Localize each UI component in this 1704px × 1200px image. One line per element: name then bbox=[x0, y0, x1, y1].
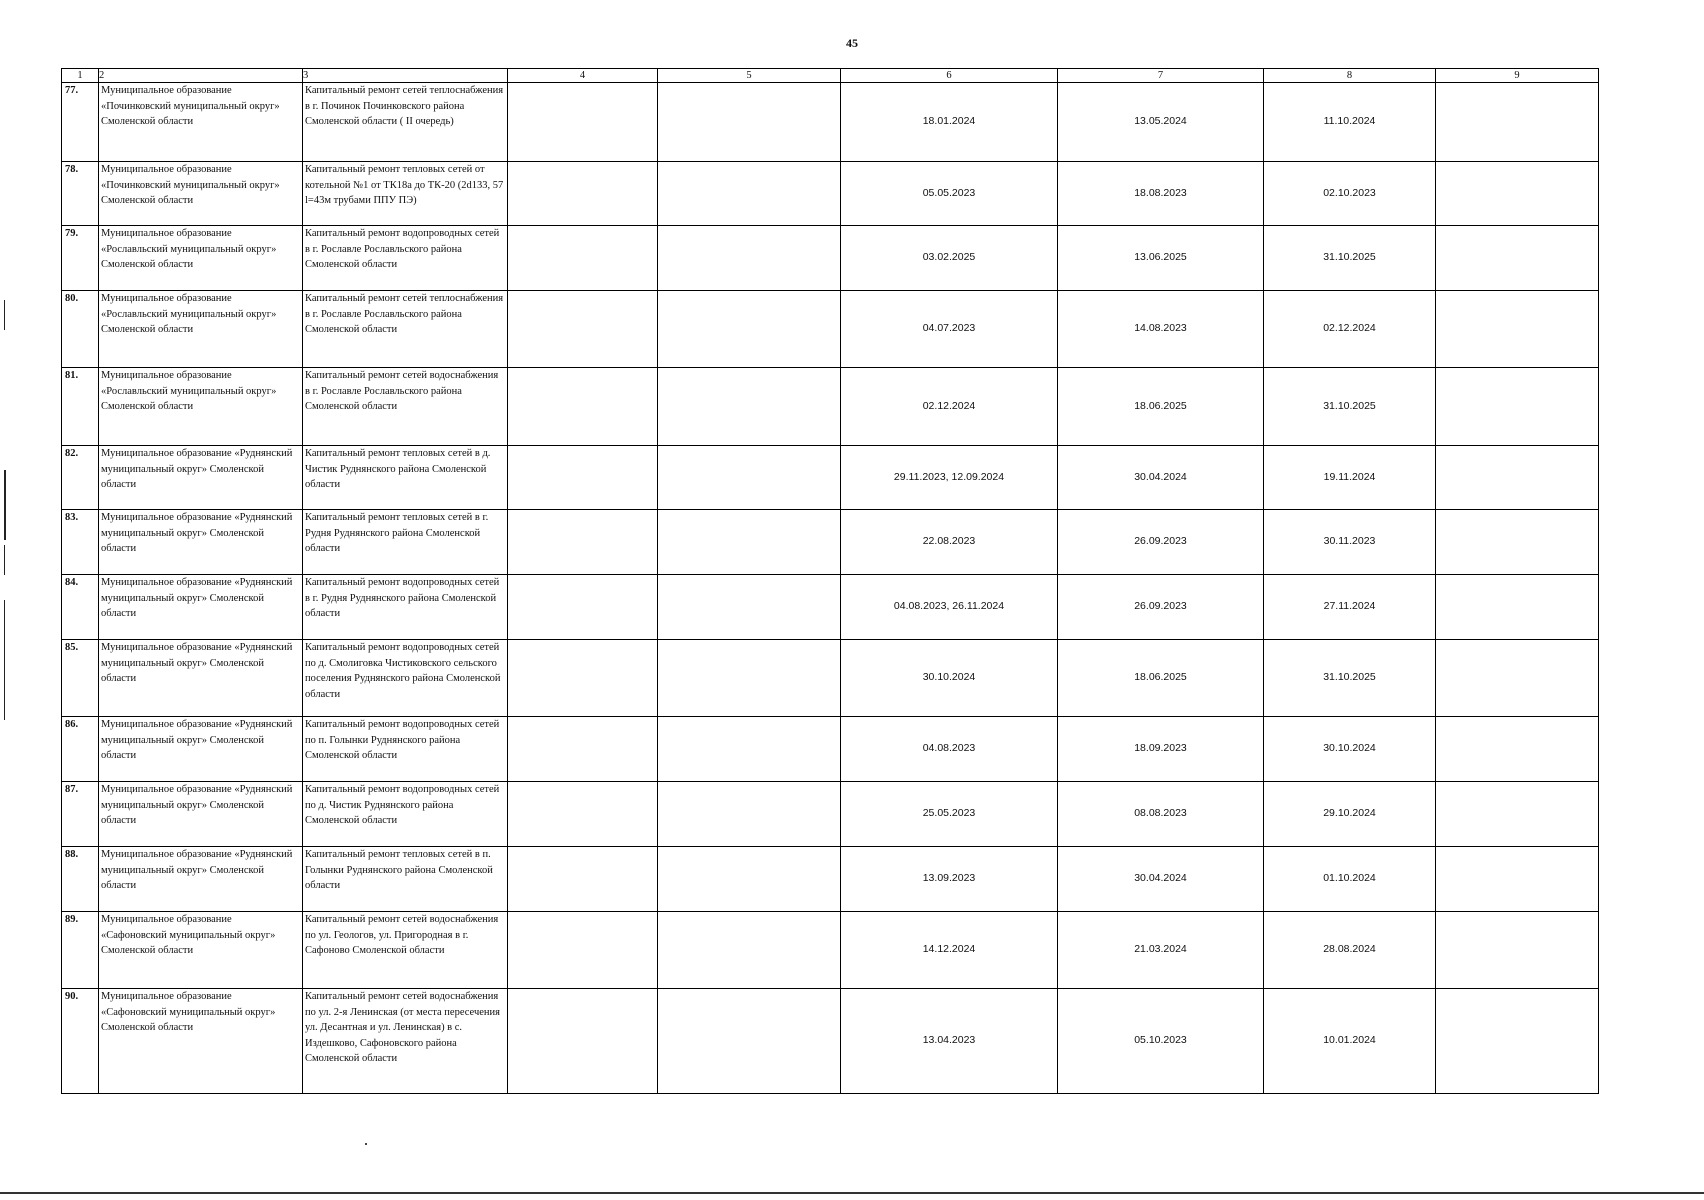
column-4-cell bbox=[508, 291, 658, 368]
row-number: 87. bbox=[62, 782, 99, 847]
table-row bbox=[62, 989, 1599, 1094]
table-row bbox=[62, 510, 1599, 575]
work-description-cell: Капитальный ремонт сетей теплоснабжения в г. Починок Починковского района Смоленской области ( II очередь) bbox=[303, 83, 508, 162]
column-9-cell bbox=[1436, 226, 1599, 291]
date-col8-cell: 01.10.2024 bbox=[1264, 847, 1436, 912]
column-5-cell bbox=[658, 575, 841, 640]
date-col8-cell: 19.11.2024 bbox=[1264, 446, 1436, 510]
column-5-cell bbox=[658, 912, 841, 989]
column-9-cell bbox=[1436, 989, 1599, 1094]
column-5-cell bbox=[658, 446, 841, 510]
column-9-cell bbox=[1436, 575, 1599, 640]
date-col7-cell: 13.05.2024 bbox=[1058, 83, 1264, 162]
column-5-cell bbox=[658, 162, 841, 226]
date-col6-cell: 30.10.2024 bbox=[841, 640, 1058, 717]
date-col7-cell: 08.08.2023 bbox=[1058, 782, 1264, 847]
table-row bbox=[62, 291, 1599, 368]
date-col6-cell: 02.12.2024 bbox=[841, 368, 1058, 446]
table-row bbox=[62, 912, 1599, 989]
column-5-cell bbox=[658, 782, 841, 847]
date-col8-cell: 30.10.2024 bbox=[1264, 717, 1436, 782]
column-header: 4 bbox=[508, 69, 658, 83]
column-4-cell bbox=[508, 83, 658, 162]
bottom-rule bbox=[0, 1192, 1704, 1194]
municipality-cell: Муниципальное образование «Рославльский муниципальный округ» Смоленской области bbox=[99, 226, 303, 291]
column-9-cell bbox=[1436, 291, 1599, 368]
date-col6-cell: 13.04.2023 bbox=[841, 989, 1058, 1094]
work-description-cell: Капитальный ремонт водопроводных сетей по д. Смолиговка Чистиковского сельского поселения Руднянского района Смоленской области bbox=[303, 640, 508, 717]
date-col7-cell: 13.06.2025 bbox=[1058, 226, 1264, 291]
municipality-cell: Муниципальное образование «Руднянский муниципальный округ» Смоленской области bbox=[99, 575, 303, 640]
date-col8-cell: 10.01.2024 bbox=[1264, 989, 1436, 1094]
date-col6-cell: 22.08.2023 bbox=[841, 510, 1058, 575]
column-header: 2 bbox=[99, 69, 303, 83]
scan-margin-mark bbox=[4, 470, 6, 540]
row-number: 86. bbox=[62, 717, 99, 782]
column-9-cell bbox=[1436, 847, 1599, 912]
column-9-cell bbox=[1436, 446, 1599, 510]
column-4-cell bbox=[508, 989, 658, 1094]
municipality-cell: Муниципальное образование «Починковский муниципальный округ» Смоленской области bbox=[99, 162, 303, 226]
municipality-cell: Муниципальное образование «Руднянский муниципальный округ» Смоленской области bbox=[99, 510, 303, 575]
column-9-cell bbox=[1436, 640, 1599, 717]
column-9-cell bbox=[1436, 162, 1599, 226]
column-4-cell bbox=[508, 782, 658, 847]
municipality-cell: Муниципальное образование «Сафоновский муниципальный округ» Смоленской области bbox=[99, 989, 303, 1094]
table-row bbox=[62, 782, 1599, 847]
municipality-cell: Муниципальное образование «Руднянский муниципальный округ» Смоленской области bbox=[99, 847, 303, 912]
row-number: 80. bbox=[62, 291, 99, 368]
work-description-cell: Капитальный ремонт тепловых сетей от котельной №1 от ТК18а до ТК-20 (2d133, 57 l=43м трубами ППУ ПЭ) bbox=[303, 162, 508, 226]
row-number: 81. bbox=[62, 368, 99, 446]
scan-margin-mark bbox=[4, 545, 5, 575]
column-4-cell bbox=[508, 368, 658, 446]
column-5-cell bbox=[658, 989, 841, 1094]
date-col7-cell: 18.09.2023 bbox=[1058, 717, 1264, 782]
date-col6-cell: 03.02.2025 bbox=[841, 226, 1058, 291]
date-col6-cell: 04.08.2023, 26.11.2024 bbox=[841, 575, 1058, 640]
table-row bbox=[62, 368, 1599, 446]
municipality-cell: Муниципальное образование «Починковский муниципальный округ» Смоленской области bbox=[99, 83, 303, 162]
table-row bbox=[62, 847, 1599, 912]
date-col6-cell: 04.08.2023 bbox=[841, 717, 1058, 782]
work-description-cell: Капитальный ремонт водопроводных сетей в г. Рудня Руднянского района Смоленской области bbox=[303, 575, 508, 640]
date-col8-cell: 30.11.2023 bbox=[1264, 510, 1436, 575]
column-9-cell bbox=[1436, 912, 1599, 989]
column-header: 1 bbox=[62, 69, 99, 83]
page-number: 45 bbox=[846, 36, 858, 50]
date-col8-cell: 29.10.2024 bbox=[1264, 782, 1436, 847]
table-row bbox=[62, 575, 1599, 640]
date-col7-cell: 18.06.2025 bbox=[1058, 368, 1264, 446]
scan-margin-mark bbox=[4, 300, 5, 330]
date-col7-cell: 05.10.2023 bbox=[1058, 989, 1264, 1094]
column-5-cell bbox=[658, 226, 841, 291]
date-col7-cell: 30.04.2024 bbox=[1058, 847, 1264, 912]
row-number: 88. bbox=[62, 847, 99, 912]
date-col7-cell: 14.08.2023 bbox=[1058, 291, 1264, 368]
column-5-cell bbox=[658, 510, 841, 575]
date-col8-cell: 31.10.2025 bbox=[1264, 226, 1436, 291]
column-9-cell bbox=[1436, 368, 1599, 446]
row-number: 77. bbox=[62, 83, 99, 162]
date-col6-cell: 25.05.2023 bbox=[841, 782, 1058, 847]
date-col8-cell: 02.12.2024 bbox=[1264, 291, 1436, 368]
row-number: 83. bbox=[62, 510, 99, 575]
municipality-cell: Муниципальное образование «Руднянский муниципальный округ» Смоленской области bbox=[99, 446, 303, 510]
municipality-cell: Муниципальное образование «Сафоновский муниципальный округ» Смоленской области bbox=[99, 912, 303, 989]
column-4-cell bbox=[508, 640, 658, 717]
work-description-cell: Капитальный ремонт сетей теплоснабжения в г. Рославле Рославльского района Смоленской области bbox=[303, 291, 508, 368]
row-number: 89. bbox=[62, 912, 99, 989]
column-4-cell bbox=[508, 162, 658, 226]
column-4-cell bbox=[508, 226, 658, 291]
date-col8-cell: 31.10.2025 bbox=[1264, 640, 1436, 717]
work-description-cell: Капитальный ремонт тепловых сетей в д. Чистик Руднянского района Смоленской области bbox=[303, 446, 508, 510]
column-5-cell bbox=[658, 717, 841, 782]
municipality-cell: Муниципальное образование «Руднянский муниципальный округ» Смоленской области bbox=[99, 717, 303, 782]
row-number: 82. bbox=[62, 446, 99, 510]
scan-dot bbox=[365, 1143, 367, 1145]
table-row bbox=[62, 83, 1599, 162]
column-5-cell bbox=[658, 847, 841, 912]
municipality-cell: Муниципальное образование «Рославльский муниципальный округ» Смоленской области bbox=[99, 291, 303, 368]
date-col7-cell: 21.03.2024 bbox=[1058, 912, 1264, 989]
column-4-cell bbox=[508, 446, 658, 510]
column-header: 5 bbox=[658, 69, 841, 83]
date-col8-cell: 11.10.2024 bbox=[1264, 83, 1436, 162]
work-description-cell: Капитальный ремонт тепловых сетей в п. Голынки Руднянского района Смоленской области bbox=[303, 847, 508, 912]
column-5-cell bbox=[658, 368, 841, 446]
date-col8-cell: 31.10.2025 bbox=[1264, 368, 1436, 446]
column-header: 7 bbox=[1058, 69, 1264, 83]
table-row bbox=[62, 640, 1599, 717]
column-header: 6 bbox=[841, 69, 1058, 83]
scan-margin-mark bbox=[4, 600, 5, 720]
column-4-cell bbox=[508, 717, 658, 782]
table-row bbox=[62, 446, 1599, 510]
date-col7-cell: 18.06.2025 bbox=[1058, 640, 1264, 717]
work-description-cell: Капитальный ремонт тепловых сетей в г. Рудня Руднянского района Смоленской области bbox=[303, 510, 508, 575]
work-description-cell: Капитальный ремонт сетей водоснабжения по ул. 2-я Ленинская (от места пересечения ул. Десантная и ул. Ленинская) в с. Издешково, Сафоновского района Смоленской области bbox=[303, 989, 508, 1094]
column-5-cell bbox=[658, 640, 841, 717]
date-col6-cell: 04.07.2023 bbox=[841, 291, 1058, 368]
work-description-cell: Капитальный ремонт водопроводных сетей в г. Рославле Рославльского района Смоленской области bbox=[303, 226, 508, 291]
column-4-cell bbox=[508, 912, 658, 989]
date-col7-cell: 18.08.2023 bbox=[1058, 162, 1264, 226]
works-schedule-table bbox=[61, 68, 1599, 1094]
row-number: 85. bbox=[62, 640, 99, 717]
row-number: 79. bbox=[62, 226, 99, 291]
date-col7-cell: 26.09.2023 bbox=[1058, 510, 1264, 575]
date-col8-cell: 27.11.2024 bbox=[1264, 575, 1436, 640]
column-header: 9 bbox=[1436, 69, 1599, 83]
column-header: 8 bbox=[1264, 69, 1436, 83]
work-description-cell: Капитальный ремонт водопроводных сетей по д. Чистик Руднянского района Смоленской области bbox=[303, 782, 508, 847]
municipality-cell: Муниципальное образование «Руднянский муниципальный округ» Смоленской области bbox=[99, 782, 303, 847]
column-5-cell bbox=[658, 83, 841, 162]
table-row bbox=[62, 717, 1599, 782]
table-row bbox=[62, 226, 1599, 291]
column-9-cell bbox=[1436, 83, 1599, 162]
date-col6-cell: 13.09.2023 bbox=[841, 847, 1058, 912]
date-col6-cell: 29.11.2023, 12.09.2024 bbox=[841, 446, 1058, 510]
municipality-cell: Муниципальное образование «Руднянский муниципальный округ» Смоленской области bbox=[99, 640, 303, 717]
work-description-cell: Капитальный ремонт водопроводных сетей по п. Голынки Руднянского района Смоленской области bbox=[303, 717, 508, 782]
column-header: 3 bbox=[303, 69, 508, 83]
column-4-cell bbox=[508, 847, 658, 912]
date-col6-cell: 05.05.2023 bbox=[841, 162, 1058, 226]
work-description-cell: Капитальный ремонт сетей водоснабжения в г. Рославле Рославльского района Смоленской области bbox=[303, 368, 508, 446]
column-5-cell bbox=[658, 291, 841, 368]
date-col8-cell: 02.10.2023 bbox=[1264, 162, 1436, 226]
column-9-cell bbox=[1436, 510, 1599, 575]
column-9-cell bbox=[1436, 782, 1599, 847]
date-col8-cell: 28.08.2024 bbox=[1264, 912, 1436, 989]
row-number: 84. bbox=[62, 575, 99, 640]
column-4-cell bbox=[508, 575, 658, 640]
row-number: 90. bbox=[62, 989, 99, 1094]
date-col7-cell: 30.04.2024 bbox=[1058, 446, 1264, 510]
date-col7-cell: 26.09.2023 bbox=[1058, 575, 1264, 640]
column-9-cell bbox=[1436, 717, 1599, 782]
row-number: 78. bbox=[62, 162, 99, 226]
column-4-cell bbox=[508, 510, 658, 575]
date-col6-cell: 18.01.2024 bbox=[841, 83, 1058, 162]
date-col6-cell: 14.12.2024 bbox=[841, 912, 1058, 989]
municipality-cell: Муниципальное образование «Рославльский муниципальный округ» Смоленской области bbox=[99, 368, 303, 446]
table-row bbox=[62, 162, 1599, 226]
work-description-cell: Капитальный ремонт сетей водоснабжения по ул. Геологов, ул. Пригородная в г. Сафоново Смоленской области bbox=[303, 912, 508, 989]
column-number-row bbox=[62, 69, 1599, 83]
